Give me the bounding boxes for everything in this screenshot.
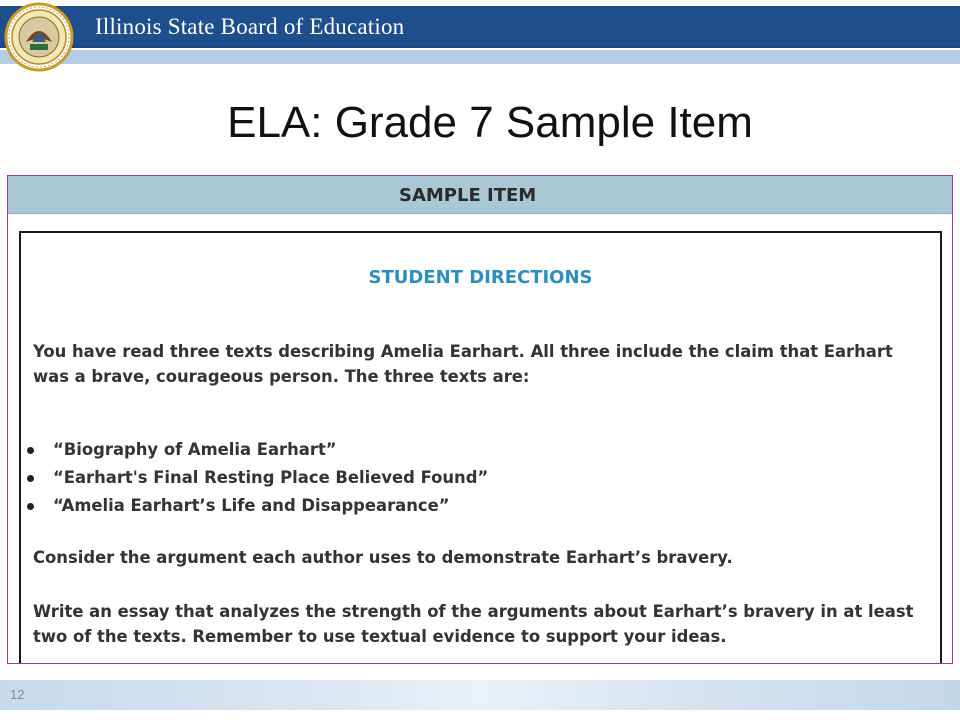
sample-item-label: SAMPLE ITEM — [399, 185, 537, 206]
panel-header — [8, 176, 952, 214]
texts-list — [21, 436, 488, 520]
list-item — [21, 464, 488, 492]
list-item — [21, 492, 488, 520]
text-title: “Earhart's Final Resting Place Believed Found” — [53, 468, 489, 487]
text-title: “Amelia Earhart’s Life and Disappearance” — [53, 496, 450, 515]
slide-title: ELA: Grade 7 Sample Item — [227, 98, 753, 147]
bullet-dot-icon — [27, 503, 34, 510]
bullet-dot-icon — [27, 475, 34, 482]
consider-paragraph: Consider the argument each author uses to demonstrate Earhart’s bravery. — [33, 548, 733, 567]
sample-item-panel — [7, 175, 953, 664]
illinois-state-seal-icon — [4, 2, 74, 72]
task-paragraph: Write an essay that analyzes the strength of the arguments about Earhart’s bravery in at least two of the texts. Remember to use textual evidence to support your ideas. — [33, 602, 914, 646]
intro-paragraph: You have read three texts describing Amelia Earhart. All three include the claim that Earhart was a brave, courageous person. The three texts are: — [33, 342, 893, 386]
text-title: “Biography of Amelia Earhart” — [53, 440, 337, 459]
student-directions-box — [19, 231, 942, 664]
list-item — [21, 436, 488, 464]
header-stripe — [0, 50, 960, 64]
directions-heading: STUDENT DIRECTIONS — [368, 267, 593, 288]
footer-band — [0, 680, 960, 710]
bullet-dot-icon — [27, 447, 34, 454]
page-number: 12 — [10, 687, 25, 702]
organization-name: Illinois State Board of Education — [95, 14, 405, 39]
